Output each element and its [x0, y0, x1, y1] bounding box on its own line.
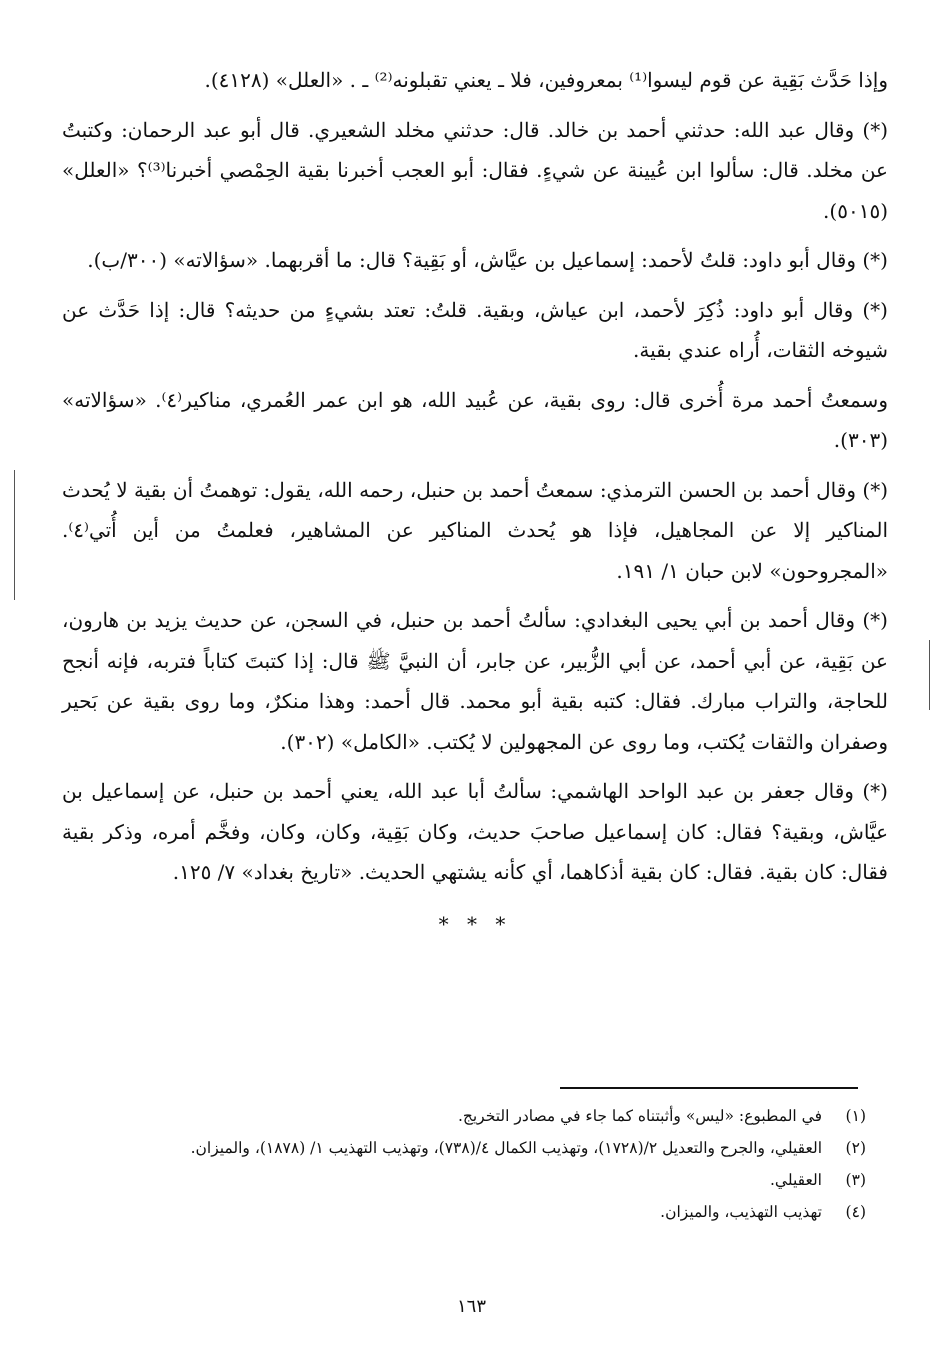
footnote-text: العقيلي، والجرح والتعديل ٢/(١٧٢٨)، وتهذيب الكمال ٤/(٧٣٨)، وتهذيب التهذيب ١/ (١٨٧٨)، والميزان. [190, 1139, 822, 1157]
footnote-text: العقيلي. [769, 1171, 822, 1189]
scan-artifact-line [14, 470, 15, 600]
footnote-number: (١) [845, 1107, 866, 1125]
footnote [62, 1103, 866, 1130]
footnote-number: (٢) [845, 1139, 866, 1157]
paragraph: وسمعتُ أحمد مرة أُخرى قال: روى بقية، عن عُبيد الله، هو ابن عمر العُمري، مناكير⁽٤⁾. «سؤالاته» (٣٠٣). [62, 387, 888, 452]
section-separator: * * * [438, 911, 512, 936]
footnote [62, 1199, 866, 1226]
paragraph: وإذا حَدَّث بَقِية عن قوم ليسوا⁽¹⁾ بمعروفين، فلا ـ يعني تقبلونه⁽²⁾ ـ . «العلل» (٤١٢٨). [204, 68, 888, 92]
footnote-number: (٣) [845, 1171, 866, 1189]
scan-artifact-line [929, 640, 930, 710]
footnote-number: (٤) [845, 1203, 866, 1221]
paragraph: (*) وقال جعفر بن عبد الواحد الهاشمي: سألتُ أبا عبد الله، يعني أحمد بن حنبل، عن إسماعيل بن عيَّاش، وبقية؟ فقال: كان إسماعيل صاحبَ حديث، وكان بَقِية، وكان، وكان، وفخَّم أمره، وذكر بقية فقال: كان بقية. فقال: كان بقية أذكاهما، أي كأنه يشتهي الحديث. «تاريخ بغداد» ٧/ ١٢٥. [62, 779, 888, 884]
page-number: ١٦٣ [456, 1296, 486, 1317]
footnote-divider [560, 1087, 858, 1089]
paragraph: (*) وقال أحمد بن أبي يحيى البغدادي: سألتُ أحمد بن حنبل، في السجن، عن حديث يزيد بن هارون، عن بَقِية، عن أبي أحمد، عن أبي الزُّبير، عن جابر، أن النبيَّ ﷺ قال: إذا كتبتَ كتاباً فتربه، فإنه أنجح للحاجة، والتراب مبارك. فقال: كتبه بقية أبو محمد. قال أحمد: وهذا منكرٌ، وما روى بقية عن بَحير وصفران والثقات يُكتب، وما روى عن المجهولين لا يُكتب. «الكامل» (٣٠٢). [62, 608, 888, 754]
footnote [62, 1135, 866, 1162]
footnote-text: في المطبوع: «ليس» وأثبتناه كما جاء في مصادر التخريج. [457, 1107, 822, 1125]
paragraph: (*) وقال عبد الله: حدثني أحمد بن خالد. قال: حدثني مخلد الشعيري. قال أبو عبد الرحمان: وكتبتُ عن مخلد. قال: سألوا ابن عُيينة عن شيءٍ. فقال: أبو العجب أخبرنا بقية الحِمْصي أخبرنا⁽³⁾؟ «العلل» (٥٠١٥). [62, 117, 888, 223]
footnotes [62, 1103, 866, 1231]
paragraph: (*) وقال أحمد بن الحسن الترمذي: سمعتُ أحمد بن حنبل، رحمه الله، يقول: توهمتُ أن بقية لا يُحدث المناكير إلا عن المجاهيل، فإذا هو يُحدث المناكير عن المشاهير، فعلمتُ من أين أُتي⁽٤⁾. «المجروحون» لابن حبان ١/ ١٩١. [62, 477, 888, 583]
paragraph: (*) وقال أبو داود: ذُكِرَ لأحمد، ابن عياش، وبقية. قلتُ: تعتد بشيءٍ من حديثه؟ قال: إذا حَدَّث عن شيوخه الثقات، أُراه عندي بقية. [62, 297, 888, 362]
paragraph: (*) وقال أبو داود: قلتُ لأحمد: إسماعيل بن عيَّاش، أو بَقِية؟ قال: ما أقربهما. «سؤالاته» (٣٠٠/ب). [87, 248, 888, 272]
main-text [62, 60, 888, 939]
footnote-text: تهذيب التهذيب، والميزان. [660, 1203, 822, 1221]
footnote [62, 1167, 866, 1194]
